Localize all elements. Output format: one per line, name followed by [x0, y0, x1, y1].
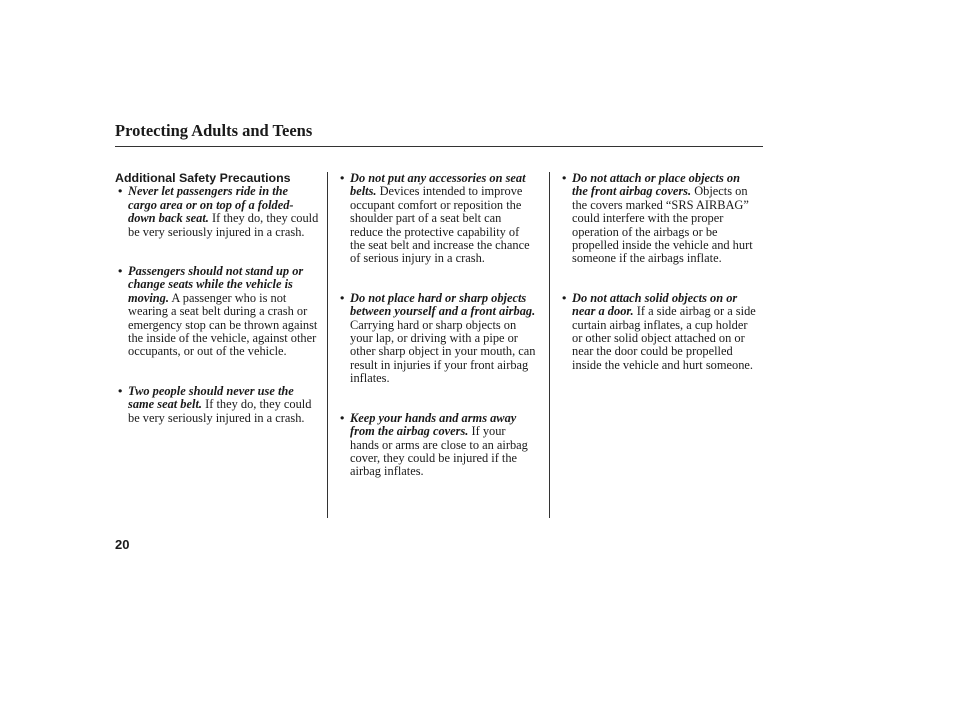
column-1	[115, 172, 320, 451]
column-2	[340, 172, 536, 505]
item-lead: Never let passengers ride in the cargo area or on top of a folded-down back seat.	[128, 184, 294, 226]
item-body: If they do, they could be very seriously injured in a crash.	[128, 397, 312, 425]
item-lead: Passengers should not stand up or change seats while the vehicle is moving.	[128, 264, 304, 305]
bullet-icon: •	[340, 290, 345, 305]
bullet-icon: •	[118, 184, 123, 199]
item-body: If a side airbag or a side curtain airbag inflates, a cup holder or other solid object attached on or near the door could be propelled inside the vehicle and hurt someone.	[572, 304, 756, 372]
item-body: If your hands or arms are close to an airbag cover, they could be injured if the airbag inflates.	[350, 424, 528, 479]
item-lead: Do not place hard or sharp objects between yourself and a front airbag.	[350, 290, 536, 319]
item-lead: Do not put any accessories on seat belts.	[350, 171, 526, 199]
bullet-icon: •	[118, 383, 123, 398]
item-body: A passenger who is not wearing a seat belt during a crash or emergency stop can be thrown against the inside of the vehicle, against other occupants, or out of the vehicle.	[128, 290, 318, 359]
item-lead: Do not attach solid objects on or near a door.	[572, 290, 738, 319]
item-body: Carrying hard or sharp objects on your lap, or driving with a pipe or other sharp object in your mouth, can result in injuries if your front airbag inflates.	[350, 317, 536, 386]
page-title: Protecting Adults and Teens	[115, 121, 313, 140]
column-3	[562, 172, 758, 398]
bullet-icon: •	[340, 171, 345, 185]
list-item	[340, 412, 536, 479]
column-divider	[327, 172, 328, 518]
item-body: Devices intended to improve occupant comfort or reposition the shoulder part of a seat belt can reduce the protective capability of the seat belt and increase the chance of serious injury in a crash.	[350, 184, 530, 266]
item-body: Objects on the covers marked “SRS AIRBAG” could interfere with the proper operation of the airbags or be propelled inside the vehicle and hurt someone if the airbags inflate.	[572, 184, 753, 266]
item-lead: Two people should never use the same seat belt.	[128, 383, 294, 412]
page-number: 20	[115, 537, 130, 552]
item-lead: Keep your hands and arms away from the airbag covers.	[350, 410, 517, 439]
bullet-icon: •	[562, 290, 567, 305]
list-item	[562, 292, 758, 372]
bullet-icon: •	[562, 171, 567, 185]
section-heading: Additional Safety Precautions	[115, 171, 291, 185]
column-divider	[549, 172, 550, 518]
list-item	[115, 265, 320, 359]
list-item	[340, 172, 536, 266]
list-item	[340, 292, 536, 386]
bullet-icon: •	[118, 264, 123, 279]
title-rule	[115, 146, 763, 147]
item-lead: Do not attach or place objects on the front airbag covers.	[572, 171, 740, 199]
list-item	[115, 185, 320, 239]
item-body: If they do, they could be very seriously injured in a crash.	[128, 211, 319, 239]
list-item	[115, 385, 320, 425]
list-item	[562, 172, 758, 266]
bullet-icon: •	[340, 410, 345, 425]
